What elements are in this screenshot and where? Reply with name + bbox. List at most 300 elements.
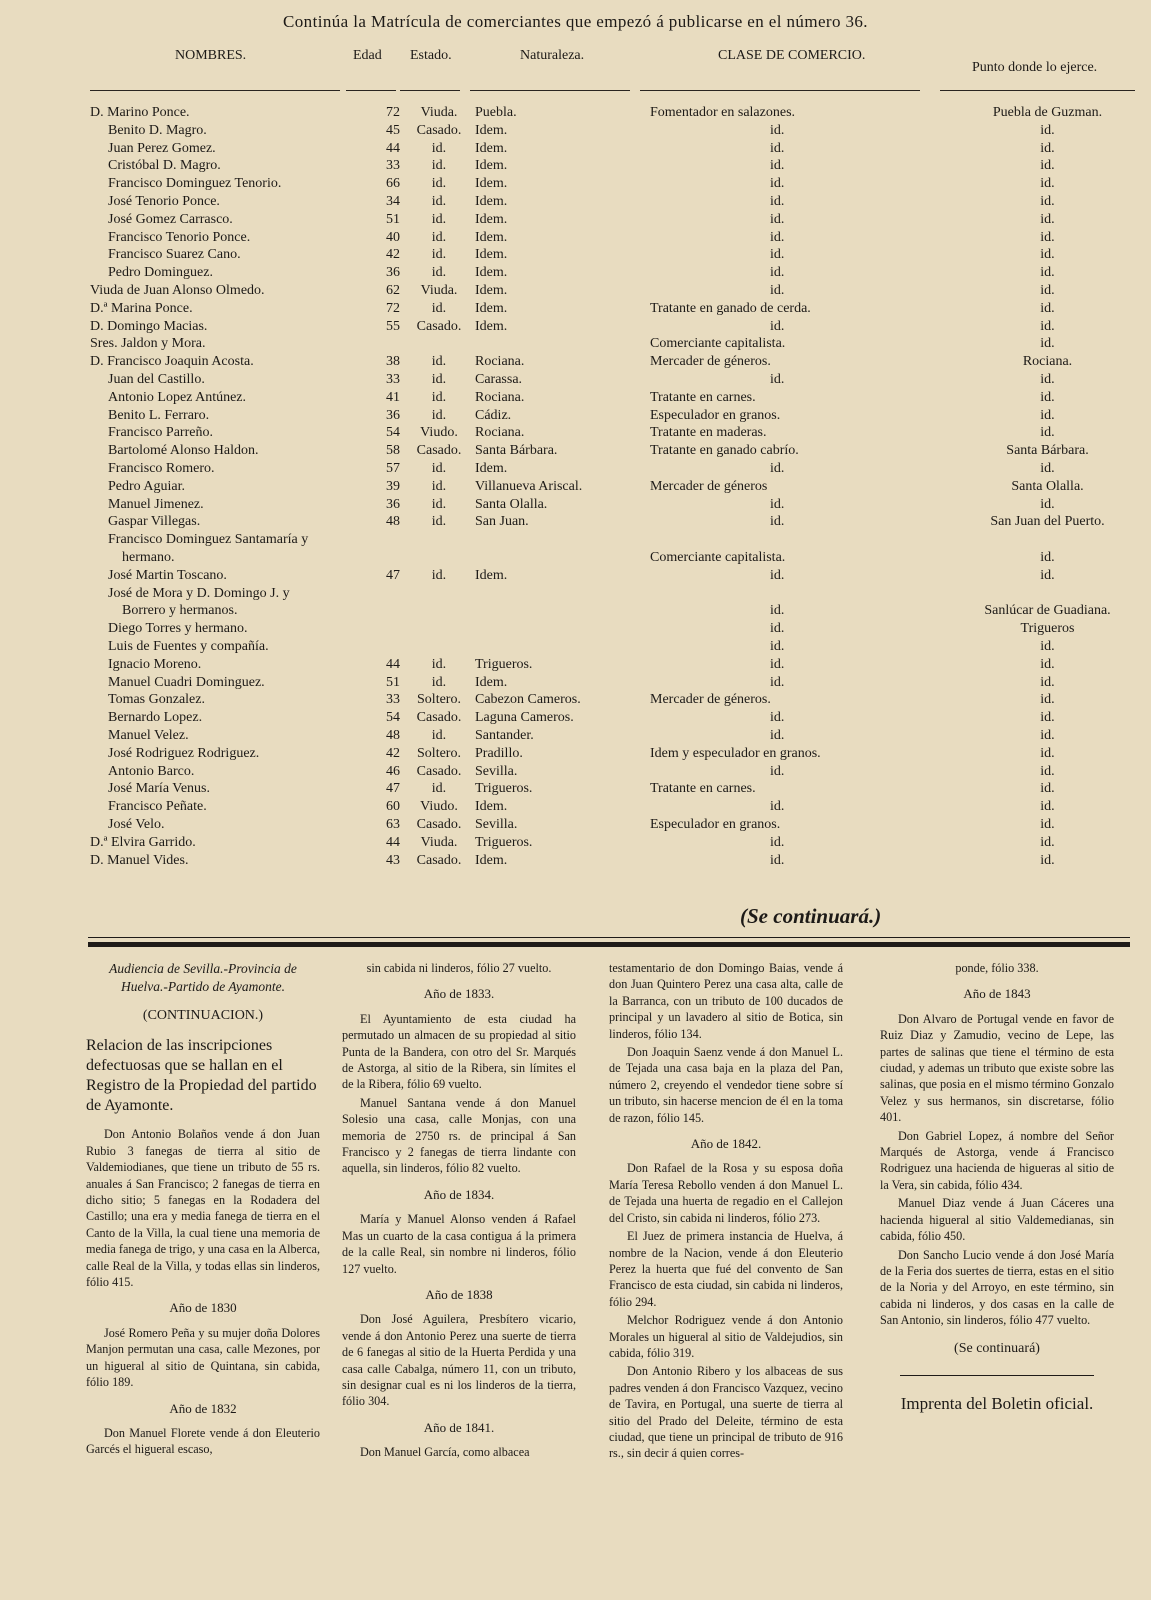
cell-est: id. xyxy=(431,781,447,797)
cell-name: Francisco Dominguez Santamaría y xyxy=(108,532,309,548)
cell-age: 33 xyxy=(386,692,400,708)
cell-age: 45 xyxy=(386,122,400,138)
paragraph: Manuel Diaz vende á Juan Cáceres una hacienda higueral al sitio Valdemedianas, sin cabida, fólio 450. xyxy=(880,1196,1114,1244)
cell-age: 43 xyxy=(386,852,400,868)
cell-nat: Idem. xyxy=(475,567,508,583)
cell-clase: id. xyxy=(770,799,785,815)
cell-est: Viudo. xyxy=(420,425,458,441)
cell-name: Benito D. Magro. xyxy=(108,122,207,138)
cell-name: Bartolomé Alonso Haldon. xyxy=(108,443,259,459)
cell-clase: id. xyxy=(770,639,785,654)
paragraph: José Romero Peña y su mujer doña Dolores Manjon permutan una casa, calle Mezones, por un higueral al sitio de Quintana, sin cabida, fólio 189. xyxy=(86,1325,320,1390)
cell-nat: Idem. xyxy=(475,194,508,209)
table-row xyxy=(0,709,1151,727)
table-row xyxy=(0,264,1151,282)
cell-punto: id. xyxy=(1040,639,1055,654)
cell-age: 36 xyxy=(386,407,400,423)
cell-nat: Trigueros. xyxy=(475,656,533,672)
cell-clase: id. xyxy=(770,122,785,138)
cell-punto: id. xyxy=(1040,425,1055,441)
table-row xyxy=(0,763,1151,781)
cell-name: Sres. Jaldon y Mora. xyxy=(90,336,206,352)
cell-age: 72 xyxy=(386,105,400,120)
cell-nat: Trigueros. xyxy=(475,834,533,850)
cell-est: Casado. xyxy=(416,443,462,459)
cell-est: id. xyxy=(431,461,447,476)
cell-name: Tomas Gonzalez. xyxy=(108,692,205,708)
cell-est: Casado. xyxy=(416,817,462,832)
cell-nat: Idem. xyxy=(475,176,508,192)
cell-punto: id. xyxy=(1040,229,1055,245)
paragraph: ponde, fólio 338. xyxy=(955,961,1039,975)
cell-nat: Idem. xyxy=(475,140,508,156)
cell-punto: id. xyxy=(1040,817,1055,832)
cell-punto: Sanlúcar de Guadiana. xyxy=(984,603,1111,619)
table-row xyxy=(0,602,1151,620)
table-row xyxy=(0,798,1151,816)
cell-punto: id. xyxy=(1040,265,1055,281)
paragraph: Don Sancho Lucio vende á don José María de la Feria dos suertes de tierra, estas en el sitio de la Noria y del Arroyo, en este término, sin cabida ni linderos, y dos casas en la calle de San Antonio, sin linderos, fólio 477 vuelto. xyxy=(880,1247,1114,1328)
cell-clase: id. xyxy=(770,247,785,263)
cell-est: id. xyxy=(431,265,447,281)
cell-name: Manuel Cuadri Dominguez. xyxy=(108,674,265,690)
cell-punto: San Juan del Puerto. xyxy=(990,514,1105,530)
cell-est: Viuda. xyxy=(420,834,458,850)
cell-clase: id. xyxy=(770,710,785,726)
cell-age: 54 xyxy=(386,710,400,726)
cell-nat: Idem. xyxy=(475,158,508,174)
paragraph: Melchor Rodriguez vende á don Antonio Morales un higueral al sitio de Valdejudios, sin cabida, fólio 319. xyxy=(609,1313,843,1360)
paragraph: Don Antonio Bolaños vende á don Juan Rubio 3 fanegas de tierra al sitio de Valdemiodianes, que tiene un tributo de 55 rs. anuales á San Francisco; 2 fanegas de tierra en dicho sitio; 5 fanegas en la Rodadera del Castillo; una era y media fanega de tierra en el Canto de la Villa, la cual tiene una memoria de media fanega de trigo, y una casa en la Alberca, calle Real de la Villa, y todas ellas sin linderos, fólio 415. xyxy=(86,1127,320,1290)
cell-punto: id. xyxy=(1040,852,1055,868)
cell-est: id. xyxy=(431,478,447,494)
cell-est: id. xyxy=(431,496,447,512)
paragraph: testamentario de don Domingo Baias, vende á don Juan Quintero Perez una casa alta, calle de la Barranca, con un tributo de 100 ducados de principal y un lavadero al sitio de Botica, sin linderos, fólio 134. xyxy=(609,961,843,1041)
continuara-label: (Se continuará) xyxy=(954,1340,1040,1356)
table-row xyxy=(0,424,1151,442)
cell-name: Luis de Fuentes y compañía. xyxy=(108,639,269,654)
header-rule xyxy=(90,90,340,91)
table-row xyxy=(0,371,1151,389)
table-row xyxy=(0,674,1151,692)
cell-name: D. Manuel Vides. xyxy=(90,852,189,868)
table-row xyxy=(0,246,1151,264)
cell-punto: id. xyxy=(1040,247,1055,263)
cell-nat: Carassa. xyxy=(475,372,523,387)
cell-name: José Velo. xyxy=(108,817,165,832)
cell-punto: id. xyxy=(1040,567,1055,583)
cell-punto: id. xyxy=(1040,140,1055,156)
cell-est: Casado. xyxy=(416,318,462,334)
cell-age: 66 xyxy=(386,176,400,192)
cell-nat: Idem. xyxy=(475,122,508,138)
cell-age: 36 xyxy=(386,496,400,512)
cell-punto: id. xyxy=(1040,300,1055,316)
cell-age: 33 xyxy=(386,158,400,174)
cell-nat: Santander. xyxy=(475,728,534,743)
table-row xyxy=(0,407,1151,425)
cell-age: 34 xyxy=(386,194,400,209)
cell-age: 42 xyxy=(386,247,400,263)
cell-punto: id. xyxy=(1040,692,1055,708)
cell-name: Pedro Dominguez. xyxy=(108,265,213,281)
cell-est: Viudo. xyxy=(420,799,458,815)
cell-name: Gaspar Villegas. xyxy=(108,514,201,530)
year-heading: Año de 1842. xyxy=(690,1136,762,1152)
cell-name: Francisco Parreño. xyxy=(108,425,213,441)
cell-punto: id. xyxy=(1040,550,1055,565)
table-row xyxy=(0,513,1151,531)
cell-nat: Cabezon Cameros. xyxy=(475,692,581,708)
year-heading: Año de 1830 xyxy=(169,1300,237,1316)
cell-clase: Comerciante capitalista. xyxy=(650,550,786,565)
paragraph: Don Manuel Florete vende á don Eleuterio Garcés el higueral escaso, xyxy=(86,1425,320,1457)
cell-age: 54 xyxy=(386,425,400,441)
header-rule xyxy=(640,90,920,91)
cell-name: Viuda de Juan Alonso Olmedo. xyxy=(90,283,265,298)
cell-nat: Idem. xyxy=(475,211,508,227)
cell-nat: Idem. xyxy=(475,318,508,334)
cell-punto: id. xyxy=(1040,799,1055,815)
cell-clase: Idem y especulador en granos. xyxy=(650,745,821,761)
col-header-edad: Edad xyxy=(353,48,382,63)
cell-name: D. Domingo Macias. xyxy=(90,318,208,334)
cell-est: id. xyxy=(431,389,447,405)
cell-clase: id. xyxy=(770,372,785,387)
table-row xyxy=(0,318,1151,336)
column-3 xyxy=(609,960,843,1464)
cell-name: Francisco Tenorio Ponce. xyxy=(108,229,251,245)
cell-est: id. xyxy=(431,514,447,530)
table-row xyxy=(0,282,1151,300)
cell-est: Soltero. xyxy=(417,692,461,708)
cell-punto: id. xyxy=(1040,407,1055,423)
cell-clase: id. xyxy=(770,514,785,530)
cell-punto: Santa Bárbara. xyxy=(1006,443,1089,459)
table-row xyxy=(0,638,1151,656)
cell-est: Casado. xyxy=(416,852,462,868)
cell-nat: Villanueva Ariscal. xyxy=(475,478,583,494)
cell-nat: Puebla. xyxy=(475,105,517,120)
cell-est: Casado. xyxy=(416,710,462,726)
cell-age: 38 xyxy=(386,354,400,370)
cell-punto: id. xyxy=(1040,834,1055,850)
cell-name: José de Mora y D. Domingo J. y xyxy=(108,585,290,601)
column-2 xyxy=(342,960,576,1463)
cell-name: Manuel Velez. xyxy=(108,728,189,743)
cell-name: Manuel Jimenez. xyxy=(108,496,204,512)
cell-age: 47 xyxy=(386,781,400,797)
cell-nat: Rociana. xyxy=(475,354,525,370)
cell-name: D. Francisco Joaquin Acosta. xyxy=(90,354,254,370)
cell-name: José Martin Toscano. xyxy=(108,567,227,583)
col-header-estado: Estado. xyxy=(410,48,452,63)
cell-nat: Santa Olalla. xyxy=(475,496,548,512)
cell-clase: Tratante en ganado de cerda. xyxy=(650,300,811,316)
table-row xyxy=(0,691,1151,709)
cell-nat: Idem. xyxy=(475,229,508,245)
table-row xyxy=(0,140,1151,158)
paragraph: Don Rafael de la Rosa y su esposa doña María Teresa Rebollo venden á don Manuel L. de Tejada una huerta de regadio en el Callejon del Cristo, sin cabida ni linderos, fólio 273. xyxy=(609,1161,843,1225)
table-row xyxy=(0,816,1151,834)
cell-name: Francisco Romero. xyxy=(108,461,215,476)
cell-name: Cristóbal D. Magro. xyxy=(108,158,221,174)
cell-clase: Tratante en carnes. xyxy=(650,781,756,797)
cell-est: id. xyxy=(431,567,447,583)
cell-punto: id. xyxy=(1040,389,1055,405)
cell-age: 42 xyxy=(386,745,400,761)
cell-clase: id. xyxy=(770,656,785,672)
cell-age: 36 xyxy=(386,265,400,281)
cell-clase: id. xyxy=(770,176,785,192)
cell-nat: San Juan. xyxy=(475,514,529,530)
cell-clase: id. xyxy=(770,763,785,779)
cell-est: Casado. xyxy=(416,763,462,779)
cell-est: id. xyxy=(431,211,447,227)
table-row xyxy=(0,104,1151,122)
cell-age: 44 xyxy=(386,656,400,672)
paragraph: Manuel Santana vende á don Manuel Solesio una casa, calle Monjas, con una memoria de 2750 rs. de principal á San Francisco y 2 fanegas de tierra lindante con aquella, sin linderos, fólio 82 vuelto. xyxy=(342,1095,576,1176)
cell-age: 39 xyxy=(386,478,400,494)
cell-age: 47 xyxy=(386,567,400,583)
cell-clase: Tratante en carnes. xyxy=(650,389,756,405)
table-row xyxy=(0,496,1151,514)
cell-clase: Especulador en granos. xyxy=(650,407,781,423)
cell-clase: Comerciante capitalista. xyxy=(650,336,786,352)
cell-nat: Sevilla. xyxy=(475,763,518,779)
year-heading: Año de 1843 xyxy=(963,986,1031,1002)
cell-name: Antonio Lopez Antúnez. xyxy=(108,389,247,405)
year-heading: Año de 1834. xyxy=(423,1186,495,1202)
cell-name: D.ª Marina Ponce. xyxy=(90,300,193,316)
col-header-nombres: NOMBRES. xyxy=(175,48,247,63)
table-row xyxy=(0,745,1151,763)
cell-name: Diego Torres y hermano. xyxy=(108,621,248,637)
cell-name: Pedro Aguiar. xyxy=(108,478,185,494)
table-row xyxy=(0,852,1151,870)
table-row xyxy=(0,353,1151,371)
cell-est: id. xyxy=(431,674,447,690)
cell-age: 41 xyxy=(386,389,400,405)
cell-age: 44 xyxy=(386,140,400,156)
table-row xyxy=(0,335,1151,353)
cell-name: Antonio Barco. xyxy=(108,763,195,779)
paragraph: Don Antonio Ribero y los albaceas de sus padres venden á don Francisco Vazquez, vecino de Tavira, en Portugal, una suerte de tierra al sitio del Prado del Deleite, término de esta ciudad, que tiene un principal de tributo de 916 rs., sin decir á quien corres- xyxy=(609,1364,843,1461)
cell-age: 33 xyxy=(386,372,400,387)
cell-age: 72 xyxy=(386,300,400,316)
cell-punto: id. xyxy=(1040,710,1055,726)
continuacion-label: (CONTINUACION.) xyxy=(142,1008,264,1023)
cell-est: Soltero. xyxy=(417,745,461,761)
year-heading: Año de 1838 xyxy=(425,1286,493,1302)
cell-est: id. xyxy=(431,656,447,672)
section-title: Audiencia de Sevilla.-Provincia de Huelva.-Partido de Ayamonte. xyxy=(109,961,297,994)
cell-est: id. xyxy=(431,229,447,245)
cell-name: D.ª Elvira Garrido. xyxy=(90,834,196,850)
cell-nat: Rociana. xyxy=(475,389,525,405)
cell-punto: id. xyxy=(1040,122,1055,138)
cell-punto: Rociana. xyxy=(1022,354,1073,370)
cell-clase: id. xyxy=(770,674,785,690)
cell-name: Borrero y hermanos. xyxy=(122,603,238,619)
cell-punto: id. xyxy=(1040,674,1055,690)
section-divider-thin xyxy=(88,937,1130,938)
cell-est: Viuda. xyxy=(420,283,458,298)
cell-nat: Idem. xyxy=(475,461,508,476)
header-rule xyxy=(940,90,1135,91)
paragraph: María y Manuel Alonso venden á Rafael Mas un cuarto de la casa contigua á la primera de la calle Real, sin nombre ni linderos, fólio 127 vuelto. xyxy=(342,1212,576,1276)
cell-name: Ignacio Moreno. xyxy=(108,656,202,672)
cell-name: Francisco Suarez Cano. xyxy=(108,247,241,263)
cell-nat: Idem. xyxy=(475,799,508,815)
cell-est: Viuda. xyxy=(420,105,458,120)
cell-clase: id. xyxy=(770,158,785,174)
cell-name: hermano. xyxy=(122,550,175,565)
imprenta-footer: Imprenta del Boletin oficial. xyxy=(900,1393,1094,1413)
cell-name: José María Venus. xyxy=(108,781,211,797)
table-row xyxy=(0,531,1151,549)
cell-age: 46 xyxy=(386,763,400,779)
col-header-clase: CLASE DE COMERCIO. xyxy=(718,48,866,63)
cell-nat: Trigueros. xyxy=(475,781,533,797)
cell-nat: Sevilla. xyxy=(475,817,518,832)
continuara-label: (Se continuará.) xyxy=(740,904,882,928)
table-row xyxy=(0,460,1151,478)
table-row xyxy=(0,442,1151,460)
paragraph: El Ayuntamiento de esta ciudad ha permutado un almacen de su propiedad al sitio Punta de la Bandera, con otro del Sr. Marqués de Astorga, al sitio de la Ribera, sin límites el de la Ribera, fólio 69 vuelto. xyxy=(342,1011,576,1092)
cell-clase: id. xyxy=(770,211,785,227)
cell-clase: Fomentador en salazones. xyxy=(650,105,796,120)
cell-name: Juan Perez Gomez. xyxy=(108,140,216,156)
column-4 xyxy=(880,960,1114,1414)
paragraph: Don Alvaro de Portugal vende en favor de Ruiz Diaz y Zamudio, vecino de Lepe, las partes de salinas que tiene el término de esta ciudad, y ademas un tributo que existe sobre las salinas, que posia en el mismo término Gonzalo Velez y sus hermanos, sin discretarse, fólio 401. xyxy=(880,1011,1114,1125)
cell-punto: id. xyxy=(1040,763,1055,779)
table-row xyxy=(0,478,1151,496)
cell-punto: id. xyxy=(1040,656,1055,672)
cell-name: Francisco Peñate. xyxy=(108,799,207,815)
cell-name: José Tenorio Ponce. xyxy=(108,194,220,209)
cell-clase: id. xyxy=(770,852,785,868)
year-heading: Año de 1841. xyxy=(423,1419,495,1435)
cell-clase: id. xyxy=(770,728,785,743)
cell-age: 44 xyxy=(386,834,400,850)
table-row xyxy=(0,175,1151,193)
cell-est: id. xyxy=(431,407,447,423)
cell-name: Francisco Dominguez Tenorio. xyxy=(108,176,282,192)
cell-clase: id. xyxy=(770,229,785,245)
cell-punto: Puebla de Guzman. xyxy=(992,105,1103,120)
cell-name: José Gomez Carrasco. xyxy=(108,211,233,227)
cell-clase: id. xyxy=(770,318,785,334)
cell-clase: Mercader de géneros. xyxy=(650,692,771,708)
table-row xyxy=(0,834,1151,852)
cell-clase: id. xyxy=(770,496,785,512)
cell-nat: Idem. xyxy=(475,852,508,868)
paragraph: Don Manuel García, como albacea xyxy=(360,1445,530,1460)
cell-est: id. xyxy=(431,300,447,316)
cell-age: 62 xyxy=(386,283,400,298)
header-rule xyxy=(470,90,630,91)
table-row xyxy=(0,780,1151,798)
paragraph: Don José Aguilera, Presbítero vicario, vende á don Antonio Perez una suerte de tierra de 6 fanegas al sitio de la Huerta Perdida y una casa calle Cabalga, número 11, con un tributo, sin designar cual es ni los linderos de la tierra, fólio 304. xyxy=(342,1312,576,1409)
cell-punto: id. xyxy=(1040,283,1055,298)
cell-clase: Tratante en ganado cabrío. xyxy=(650,443,799,459)
cell-age: 57 xyxy=(386,461,400,476)
cell-est: id. xyxy=(431,176,447,192)
cell-age: 48 xyxy=(386,514,400,530)
cell-name: Benito L. Ferraro. xyxy=(108,407,210,423)
cell-punto: id. xyxy=(1040,372,1055,387)
cell-clase: id. xyxy=(770,567,785,583)
paragraph: Don Joaquin Saenz vende á don Manuel L. de Tejada una casa baja en la plaza del Pan, número 2, creyendo el vendedor tiene sobre sí un tributo, sin hacerse mencion de él en la toma de razon, fólio 145. xyxy=(609,1045,843,1125)
cell-clase: id. xyxy=(770,194,785,209)
cell-clase: id. xyxy=(770,603,785,619)
cell-est: id. xyxy=(431,194,447,209)
cell-punto: id. xyxy=(1040,496,1055,512)
cell-punto: Trigueros xyxy=(1020,621,1075,637)
table-row xyxy=(0,193,1151,211)
header-rule xyxy=(346,90,396,91)
col-header-naturaleza: Naturaleza. xyxy=(520,48,585,63)
table-row xyxy=(0,122,1151,140)
table-row xyxy=(0,229,1151,247)
cell-clase: id. xyxy=(770,834,785,850)
section-divider-thick xyxy=(88,942,1130,947)
cell-age: 48 xyxy=(386,728,400,743)
cell-nat: Idem. xyxy=(475,300,508,316)
col-header-punto: Punto donde lo ejerce. xyxy=(972,60,1098,75)
paragraph: Don Gabriel Lopez, á nombre del Señor Marqués de Astorga, vende á Francisco Rodriguez una hacienda de higueras al sitio de la Vera, sin cabida, fólio 434. xyxy=(880,1128,1114,1192)
cell-nat: Rociana. xyxy=(475,425,525,441)
cell-name: Juan del Castillo. xyxy=(108,372,205,387)
cell-age: 60 xyxy=(386,799,400,815)
cell-age: 51 xyxy=(386,674,400,690)
relacion-heading: Relacion de las inscripciones defectuosas que se hallan en el Registro de la Propiedad del partido de Ayamonte. xyxy=(86,1037,317,1115)
cell-est: Casado. xyxy=(416,122,462,138)
cell-clase: id. xyxy=(770,621,785,637)
table-row xyxy=(0,567,1151,585)
cell-age: 58 xyxy=(386,443,400,459)
cell-clase: Mercader de géneros. xyxy=(650,354,771,370)
cell-nat: Pradillo. xyxy=(475,745,523,761)
cell-name: D. Marino Ponce. xyxy=(90,105,190,120)
cell-est: id. xyxy=(431,247,447,263)
cell-clase: id. xyxy=(770,265,785,281)
table-row xyxy=(0,727,1151,745)
cell-punto: id. xyxy=(1040,176,1055,192)
cell-punto: id. xyxy=(1040,745,1055,761)
cell-nat: Idem. xyxy=(475,265,508,281)
cell-nat: Idem. xyxy=(475,674,508,690)
year-heading: Año de 1832 xyxy=(169,1400,237,1416)
cell-nat: Cádiz. xyxy=(475,407,512,423)
cell-punto: id. xyxy=(1040,336,1055,352)
short-rule xyxy=(900,1375,1094,1376)
table-row xyxy=(0,389,1151,407)
table-row xyxy=(0,211,1151,229)
cell-nat: Idem. xyxy=(475,283,508,298)
cell-punto: id. xyxy=(1040,318,1055,334)
table-row xyxy=(0,656,1151,674)
cell-name: Bernardo Lopez. xyxy=(108,710,203,726)
cell-punto: id. xyxy=(1040,781,1055,797)
table-row xyxy=(0,549,1151,567)
page-header: Continúa la Matrícula de comerciantes que empezó á publicarse en el número 36. xyxy=(283,12,868,31)
cell-est: id. xyxy=(431,140,447,156)
cell-clase: Especulador en granos. xyxy=(650,817,781,832)
table-row xyxy=(0,585,1151,603)
cell-nat: Santa Bárbara. xyxy=(475,443,558,459)
